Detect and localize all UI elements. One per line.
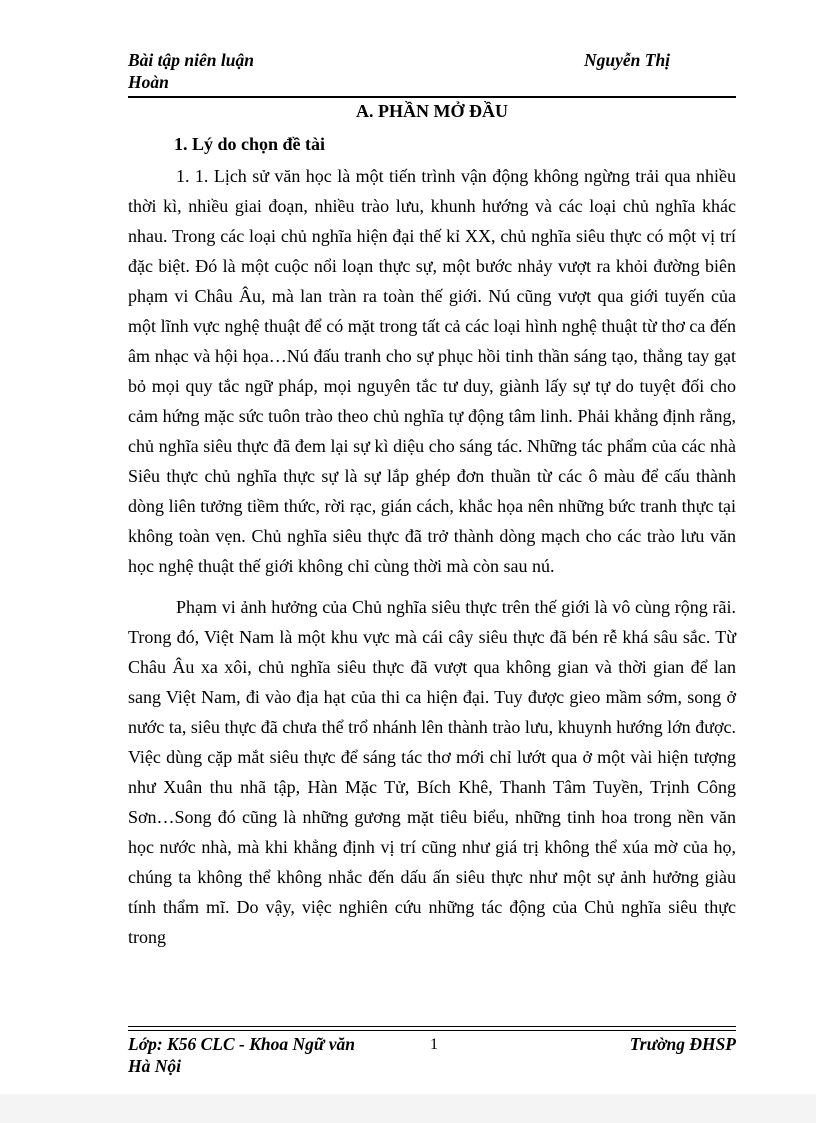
footer-class-info: Lớp: K56 CLC - Khoa Ngữ văn	[128, 1034, 355, 1054]
header-rule	[128, 96, 736, 98]
footer-school: Trường ĐHSP	[629, 1034, 736, 1054]
page-number: 1	[430, 1036, 438, 1053]
paragraph: Phạm vi ảnh hưởng của Chủ nghĩa siêu thực trên thế giới là vô cùng rộng rãi. Trong đó, Việt Nam là một khu vực mà cái cây siêu thực đã bén rễ khá sâu sắc. Từ Châu Âu xa xôi, chủ nghĩa siêu thực đã vượt qua không gian và thời gian để lan sang Việt Nam, đi vào địa hạt của thi ca hiện đại. Tuy được gieo mầm sớm, song ở nước ta, siêu thực đã chưa thể trổ nhánh lên thành trào lưu, khuynh hướng lớn được. Việc dùng cặp mắt siêu thực để sáng tác thơ mới chỉ lướt qua ở một vài hiện tượng như Xuân thu nhã tập, Hàn Mặc Tử, Bích Khê, Thanh Tâm Tuyền, Trịnh Công Sơn…Song đó cũng là những gương mặt tiêu biểu, những tinh hoa trong nền văn học nước nhà, mà khi khẳng định vị trí cũng như giá trị không thể xúa mờ của họ, chúng ta không thể không nhắc đến dấu ấn siêu thực như một sự ảnh hưởng giàu tính thẩm mĩ. Do vậy, việc nghiên cứu những tác động của Chủ nghĩa siêu thực trong	[128, 597, 736, 947]
footer-class-info-continued: Hà Nội	[128, 1056, 181, 1076]
header-course-title: Bài tập niên luận	[128, 50, 254, 70]
paragraph: 1. 1. Lịch sử văn học là một tiến trình vận động không ngừng trải qua nhiều thời kì, nhiều giai đoạn, nhiều trào lưu, khunh hướng và các loại chủ nghĩa khác nhau. Trong các loại chủ nghĩa hiện đại thế kỉ XX, chủ nghĩa siêu thực có một vị trí đặc biệt. Đó là một cuộc nổi loạn thực sự, một bước nhảy vượt ra khỏi đường biên phạm vi Châu Âu, mà lan tràn ra toàn thế giới. Nú cũng vượt qua giới tuyến của một lĩnh vực nghệ thuật để có mặt trong tất cả các loại hình nghệ thuật từ thơ ca đến âm nhạc và hội họa…Nú đấu tranh cho sự phục hồi tinh thần sáng tạo, thẳng tay gạt bỏ mọi quy tắc ngữ pháp, mọi nguyên tắc tư duy, giành lấy sự tự do tuyệt đối cho cảm hứng mặc sức tuôn trào theo chủ nghĩa tự động tâm linh. Phải khẳng định rằng, chủ nghĩa siêu thực đã đem lại sự kì diệu cho sáng tác. Những tác phẩm của các nhà Siêu thực chủ nghĩa thực sự là sự lắp ghép đơn thuần từ các ô màu để cấu thành dòng liên tưởng tiềm thức, rời rạc, gián cách, khắc họa nên những bức tranh thực tại không toàn vẹn. Chủ nghĩa siêu thực đã trở thành dòng mạch cho các trào lưu văn học nghệ thuật thế giới không chỉ cùng thời mà còn sau nú.	[128, 166, 736, 576]
subheading: 1. Lý do chọn đề tài	[174, 134, 326, 154]
section-title: A. PHẦN MỞ ĐẦU	[356, 101, 508, 121]
header-author-name: Nguyễn Thị	[584, 50, 671, 70]
footer-rule	[128, 1026, 736, 1027]
page-bottom-margin	[0, 1094, 816, 1123]
body-text	[128, 161, 736, 963]
header-author-name-continued: Hoàn	[128, 72, 169, 92]
page-footer	[128, 1034, 736, 1078]
footer-rule	[128, 1030, 736, 1031]
page-header	[128, 50, 736, 96]
